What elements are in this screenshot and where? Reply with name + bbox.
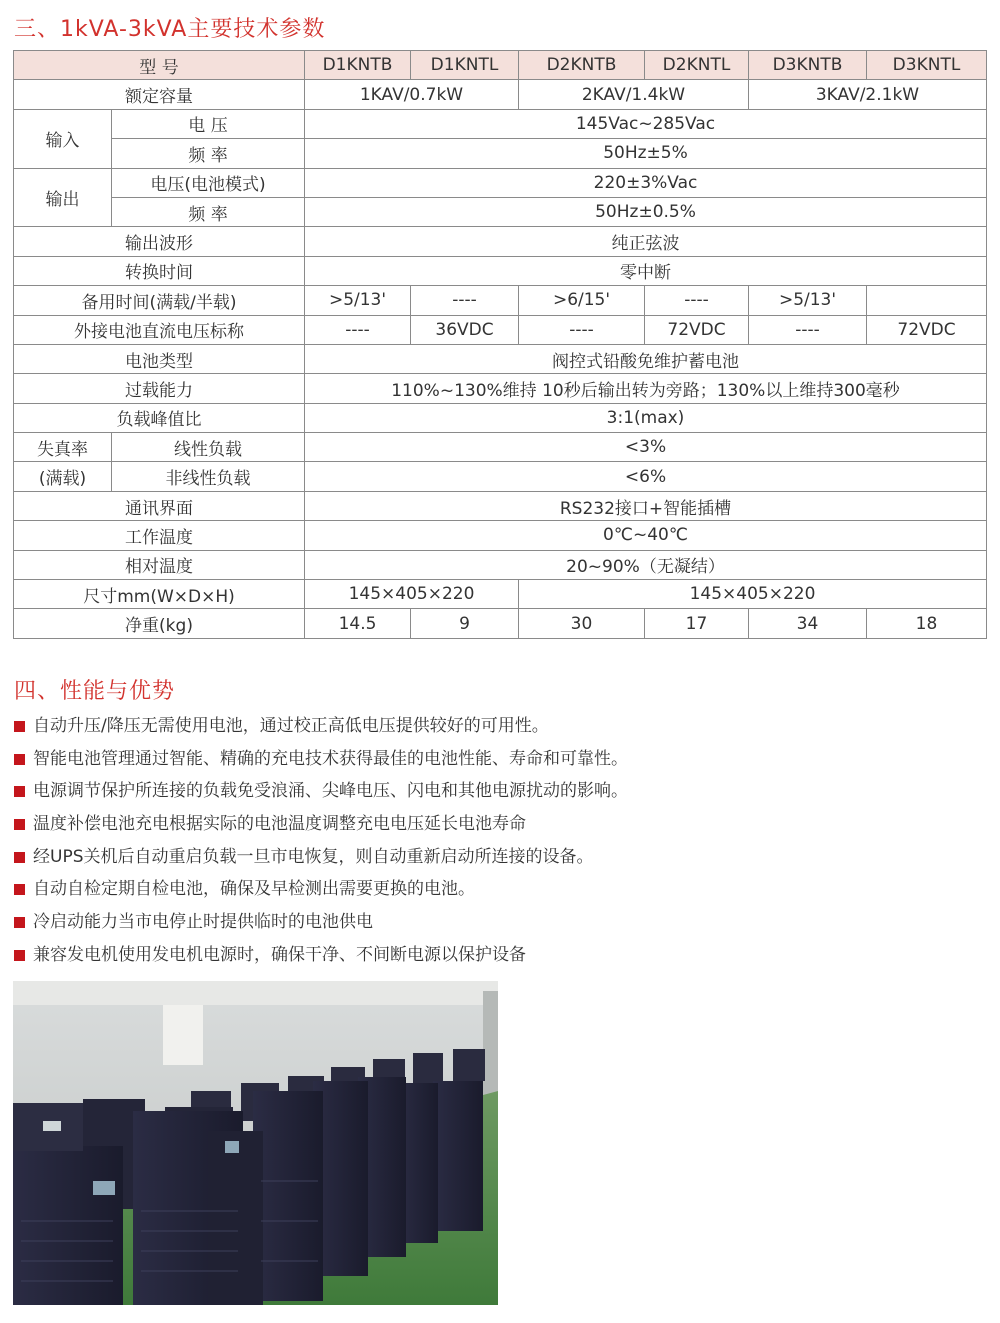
group-label: (满载) [14, 462, 112, 491]
row-label: 尺寸mm(W×D×H) [14, 580, 305, 609]
table-row [14, 344, 987, 373]
list-item [14, 775, 628, 808]
red-square-bullet-icon [14, 917, 25, 928]
row-label: 电池类型 [14, 344, 305, 373]
cell-value: >6/15' [519, 286, 645, 315]
table-row [14, 462, 987, 491]
table-row [14, 403, 987, 432]
red-square-bullet-icon [14, 786, 25, 797]
ups-room-photo [13, 981, 498, 1305]
list-item-text: 自动升压/降压无需使用电池，通过校正高低电压提供较好的可用性。 [33, 716, 549, 736]
table-row [14, 374, 987, 403]
list-item-text: 智能电池管理通过智能、精确的充电技术获得最佳的电池性能、寿命和可靠性。 [33, 748, 628, 769]
table-row [14, 197, 987, 226]
cell-value: <3% [305, 433, 987, 462]
cell-value: 14.5 [305, 609, 411, 638]
cell-value: 145×405×220 [519, 580, 987, 609]
group-label: 失真率 [14, 433, 112, 462]
cell-value: 30 [519, 609, 645, 638]
table-header-row [14, 51, 987, 80]
cell-value: 72VDC [867, 315, 987, 344]
list-item [14, 841, 628, 874]
red-square-bullet-icon [14, 884, 25, 895]
table-row [14, 227, 987, 256]
row-label: 过载能力 [14, 374, 305, 403]
red-square-bullet-icon [14, 754, 25, 765]
cell-value: RS232接口+智能插槽 [305, 491, 987, 520]
list-item [14, 808, 628, 841]
cell-value: 20~90%（无凝结） [305, 550, 987, 579]
row-label: 转换时间 [14, 256, 305, 285]
model-name: D2KNTB [519, 51, 645, 80]
row-label: 额定容量 [14, 80, 305, 109]
cell-value: 50Hz±0.5% [305, 197, 987, 226]
cell-value: >5/13' [749, 286, 867, 315]
cell-value: 145×405×220 [305, 580, 519, 609]
table-row [14, 286, 987, 315]
row-label: 通讯界面 [14, 491, 305, 520]
cell-value: 纯正弦波 [305, 227, 987, 256]
row-label: 负载峰值比 [14, 403, 305, 432]
cell-value: >5/13' [305, 286, 411, 315]
model-name: D2KNTL [645, 51, 749, 80]
table-row [14, 609, 987, 638]
list-item-text: 兼容发电机使用发电机电源时，确保干净、不间断电源以保护设备 [33, 944, 526, 965]
table-row [14, 80, 987, 109]
row-label: 工作温度 [14, 521, 305, 550]
row-label: 净重(kg) [14, 609, 305, 638]
advantages-list [14, 710, 628, 972]
list-item-text: 电源调节保护所连接的负载免受浪涌、尖峰电压、闪电和其他电源扰动的影响。 [33, 781, 628, 802]
section-title-advantages: 四、性能与优势 [14, 679, 176, 704]
red-square-bullet-icon [14, 721, 25, 732]
cell-value [867, 286, 987, 315]
group-label: 输出 [14, 168, 112, 227]
table-row [14, 433, 987, 462]
cell-value: 18 [867, 609, 987, 638]
table-row [14, 580, 987, 609]
cell-value: ---- [519, 315, 645, 344]
cell-value: 0℃~40℃ [305, 521, 987, 550]
cell-value: 220±3%Vac [305, 168, 987, 197]
table-row [14, 109, 987, 138]
cell-value: ---- [411, 286, 519, 315]
list-item [14, 939, 628, 972]
section-title-specs: 三、1kVA-3kVA主要技术参数 [14, 17, 326, 42]
red-square-bullet-icon [14, 852, 25, 863]
row-label: 外接电池直流电压标称 [14, 315, 305, 344]
table-row [14, 491, 987, 520]
cell-value: 3:1(max) [305, 403, 987, 432]
list-item-text: 自动自检定期自检电池，确保及早检测出需要更换的电池。 [33, 879, 475, 900]
cell-value: 36VDC [411, 315, 519, 344]
list-item-text: 温度补偿电池充电根据实际的电池温度调整充电电压延长电池寿命 [33, 814, 526, 835]
model-name: D3KNTL [867, 51, 987, 80]
cell-value: 34 [749, 609, 867, 638]
cell-value: 零中断 [305, 256, 987, 285]
model-name: D3KNTB [749, 51, 867, 80]
list-item [14, 873, 628, 906]
ups-cabinets-illustration [13, 981, 498, 1305]
table-row [14, 521, 987, 550]
cell-value: 72VDC [645, 315, 749, 344]
cell-value: ---- [645, 286, 749, 315]
cell-value: 2KAV/1.4kW [519, 80, 749, 109]
cell-value: ---- [749, 315, 867, 344]
cell-value: 9 [411, 609, 519, 638]
list-item-text: 冷启动能力当市电停止时提供临时的电池供电 [33, 912, 373, 933]
row-label: 非线性负载 [112, 462, 305, 491]
model-name: D1KNTL [411, 51, 519, 80]
cell-value: 1KAV/0.7kW [305, 80, 519, 109]
table-row [14, 139, 987, 168]
cell-value: 110%~130%维持 10秒后输出转为旁路；130%以上维持300毫秒 [305, 374, 987, 403]
table-row [14, 256, 987, 285]
row-label: 线性负载 [112, 433, 305, 462]
list-item [14, 710, 628, 743]
row-label: 电压(电池模式) [112, 168, 305, 197]
cell-value: 145Vac~285Vac [305, 109, 987, 138]
list-item [14, 743, 628, 776]
row-label: 频 率 [112, 197, 305, 226]
cell-value: 50Hz±5% [305, 139, 987, 168]
cell-value: 17 [645, 609, 749, 638]
model-name: D1KNTB [305, 51, 411, 80]
table-row [14, 168, 987, 197]
cell-value: 阀控式铅酸免维护蓄电池 [305, 344, 987, 373]
cell-value: 3KAV/2.1kW [749, 80, 987, 109]
spec-table [13, 50, 987, 639]
group-label: 输入 [14, 109, 112, 168]
row-label: 输出波形 [14, 227, 305, 256]
red-square-bullet-icon [14, 950, 25, 961]
row-label: 相对温度 [14, 550, 305, 579]
row-label: 备用时间(满载/半载) [14, 286, 305, 315]
list-item [14, 906, 628, 939]
model-label: 型 号 [14, 51, 305, 80]
cell-value: <6% [305, 462, 987, 491]
red-square-bullet-icon [14, 819, 25, 830]
table-row [14, 550, 987, 579]
row-label: 频 率 [112, 139, 305, 168]
list-item-text: 经UPS关机后自动重启负载一旦市电恢复，则自动重新启动所连接的设备。 [33, 846, 594, 867]
cell-value: ---- [305, 315, 411, 344]
table-row [14, 315, 987, 344]
row-label: 电 压 [112, 109, 305, 138]
